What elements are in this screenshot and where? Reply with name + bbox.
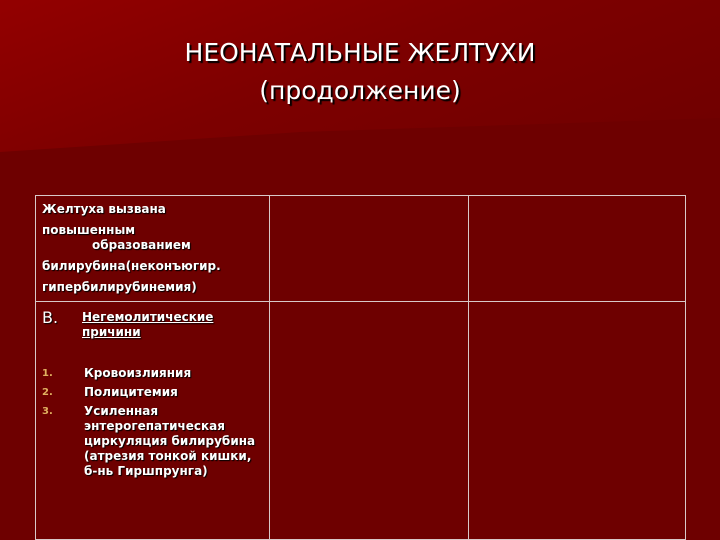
table-cell <box>36 196 270 302</box>
section-title: Негемолитические причини <box>82 310 214 339</box>
table-cell-empty <box>270 196 469 302</box>
slide-title <box>0 34 720 110</box>
title-line-1: НЕОНАТАЛЬНЫЕ ЖЕЛТУХИ <box>184 38 536 67</box>
section-letter: В. <box>42 308 59 327</box>
table-cell-empty <box>469 196 686 302</box>
list-item-text: Усиленная энтерогепатическая циркуляция билирубина (атрезия тонкой кишки, б-нь Гиршпрунга) <box>84 404 256 478</box>
content-table <box>35 195 686 540</box>
table-row <box>36 196 686 302</box>
cell-text-line: повышенным <box>42 223 136 237</box>
section-heading <box>42 308 269 339</box>
list-number: 1. <box>42 368 53 379</box>
table-row <box>36 302 686 540</box>
table-cell <box>36 302 270 540</box>
table-cell-empty <box>469 302 686 540</box>
list-item-text: Кровоизлияния <box>84 366 192 380</box>
title-line-2: (продолжение) <box>259 76 461 105</box>
cell-text-line: гипербилирубинемия) <box>42 280 197 294</box>
cell-text-line: образованием <box>92 238 191 252</box>
list-item <box>42 385 269 400</box>
causes-list <box>42 366 269 479</box>
list-number: 3. <box>42 406 53 417</box>
list-item <box>42 404 269 479</box>
cell-text-line: билирубина(неконъюгир. <box>42 259 221 273</box>
list-item <box>42 366 269 381</box>
cell-text-line: Желтуха вызвана <box>42 202 166 216</box>
list-item-text: Полицитемия <box>84 385 178 399</box>
table-cell-empty <box>270 302 469 540</box>
list-number: 2. <box>42 387 53 398</box>
